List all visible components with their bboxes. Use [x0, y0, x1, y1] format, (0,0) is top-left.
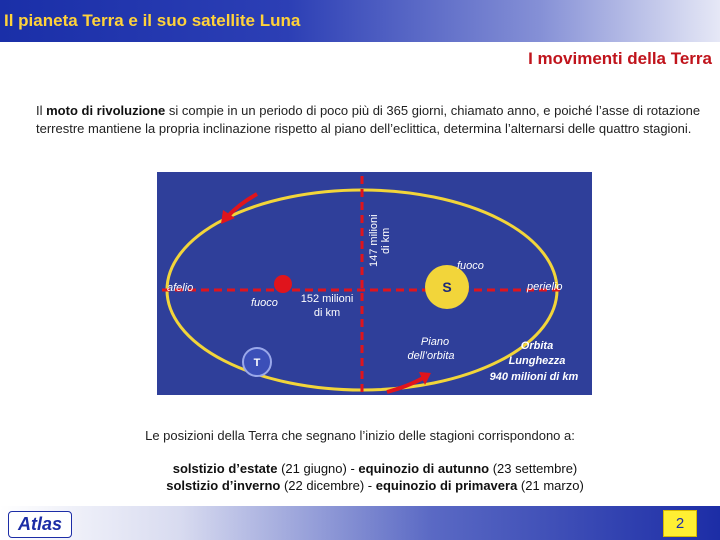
- season-3-term: solstizio d’inverno: [166, 478, 281, 493]
- season-2-date: (23 settembre): [489, 461, 578, 476]
- focus-right-label: fuoco: [457, 260, 484, 272]
- season-2-term: equinozio di autunno: [358, 461, 490, 476]
- aphelion-label: afelio: [167, 282, 194, 294]
- season-1-date: (21 giugno) -: [277, 461, 359, 476]
- orbit-plane-label-2: dell’orbita: [407, 350, 455, 362]
- orbit-label-2: Lunghezza: [508, 355, 566, 367]
- atlas-logo: Atlas: [8, 511, 72, 538]
- semi-major-label: 152 milioni: [300, 293, 354, 305]
- focus-left-label: fuoco: [251, 297, 278, 309]
- perihelion-label: perielio: [527, 281, 563, 293]
- section-title: I movimenti della Terra: [528, 49, 712, 68]
- caption: Le posizioni della Terra che segnano l’inizio delle stagioni corrispondono a:: [145, 428, 575, 443]
- season-4-term: equinozio di primavera: [375, 478, 518, 493]
- footer-bar: [0, 506, 720, 540]
- semi-minor-label: 147 milioni: [368, 214, 380, 267]
- intro-paragraph: [36, 102, 716, 138]
- intro-before: Il: [36, 103, 47, 118]
- orbit-plane-label-1: Piano: [420, 336, 450, 348]
- season-4-date: (21 marzo): [517, 478, 584, 493]
- season-line-2: [0, 478, 720, 493]
- intro-bold-term: moto di rivoluzione: [46, 103, 166, 118]
- semi-major-unit: di km: [313, 307, 341, 319]
- intro-after: si compie in un periodo di poco più di 365 giorni, chiamato anno, e poiché l’asse di rotazione terrestre mantiene la propria inclinazione rispetto al piano dell’eclittica, determina l’alternarsi delle quattro stagioni.: [36, 103, 701, 136]
- season-3-date: (22 dicembre) -: [280, 478, 376, 493]
- orbit-label-3: 940 milioni di km: [489, 371, 579, 383]
- season-1-term: solstizio d’estate: [172, 461, 278, 476]
- semi-minor-unit: di km: [380, 227, 392, 254]
- page-number: 2: [663, 510, 697, 537]
- season-line-1: [0, 461, 720, 476]
- earth-label: T: [253, 357, 261, 369]
- slide-title: Il pianeta Terra e il suo satellite Luna: [4, 11, 301, 30]
- orbit-label-1: Orbita: [520, 340, 554, 352]
- focus-left-marker: [274, 275, 292, 293]
- orbit-diagram: [157, 172, 592, 395]
- sun-label: S: [442, 279, 452, 295]
